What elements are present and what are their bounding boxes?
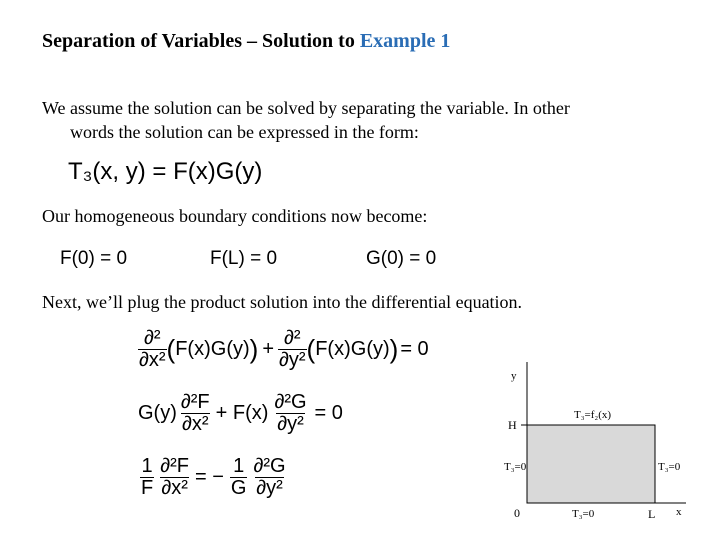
bc-intro-text: Our homogeneous boundary conditions now become: [42, 206, 428, 226]
d2-dx2: $\frac{\text{∂²}}{\text{∂x²}}$ [139, 327, 166, 371]
left-bc-label: T₃=0 [504, 461, 527, 473]
intro-line-1: We assume the solution can be solved by separating the variable. In other [42, 98, 570, 118]
y-axis-label: y [511, 370, 517, 382]
x-axis-label: x [676, 506, 682, 518]
h-label: H [508, 418, 517, 432]
example-link[interactable]: Example 1 [359, 30, 451, 52]
d2-dy2: $\frac{\text{∂²}}{\text{∂y²}}$ [279, 327, 306, 371]
domain-rectangle [527, 425, 655, 503]
separated-equation: $\frac{1}{F}$ $\frac{\text{∂²F}}{\text{∂x²}}$ = − $\frac{1}{G}$ $\frac{\text{∂²G}}{\text{∂y²}}$ [141, 455, 286, 499]
eq1-term-x: F(x)G(y) [175, 338, 250, 360]
product-solution-equation: T₃(x, y) = F(x)G(y) [68, 158, 263, 185]
origin-label: 0 [514, 506, 520, 520]
bc-f0: F(0) = 0 [60, 248, 128, 269]
bc-g0: G(0) = 0 [366, 248, 437, 269]
title-prefix: Separation of Variables – Solution to [42, 30, 360, 52]
next-step-text: Next, we’ll plug the product solution into the differential equation. [42, 292, 523, 312]
domain-diagram [490, 340, 710, 530]
intro-paragraph [42, 96, 662, 144]
eq1-term-y: F(x)G(y) [315, 338, 390, 360]
expanded-equation: G(y) $\frac{\text{∂²F}}{\text{∂x²}}$ + F(x) $\frac{\text{∂²G}}{\text{∂y²}}$ = 0 [138, 391, 343, 435]
bottom-bc-label: T₃=0 [572, 508, 595, 520]
pde-equation: $\frac{\text{∂²}}{\text{∂x²}}$ ( F(x)G(y) ) + $\frac{\text{∂²}}{\text{∂y²}}$ ( F(x)G(y) ) = 0 [139, 327, 429, 371]
right-bc-label: T₃=0 [658, 461, 681, 473]
l-label: L [648, 507, 656, 521]
intro-line-2: words the solution can be expressed in the form: [70, 122, 419, 142]
bc-fl: F(L) = 0 [210, 248, 278, 269]
top-bc-label: T₃=f₂(x) [574, 409, 612, 421]
slide-title [42, 30, 450, 53]
